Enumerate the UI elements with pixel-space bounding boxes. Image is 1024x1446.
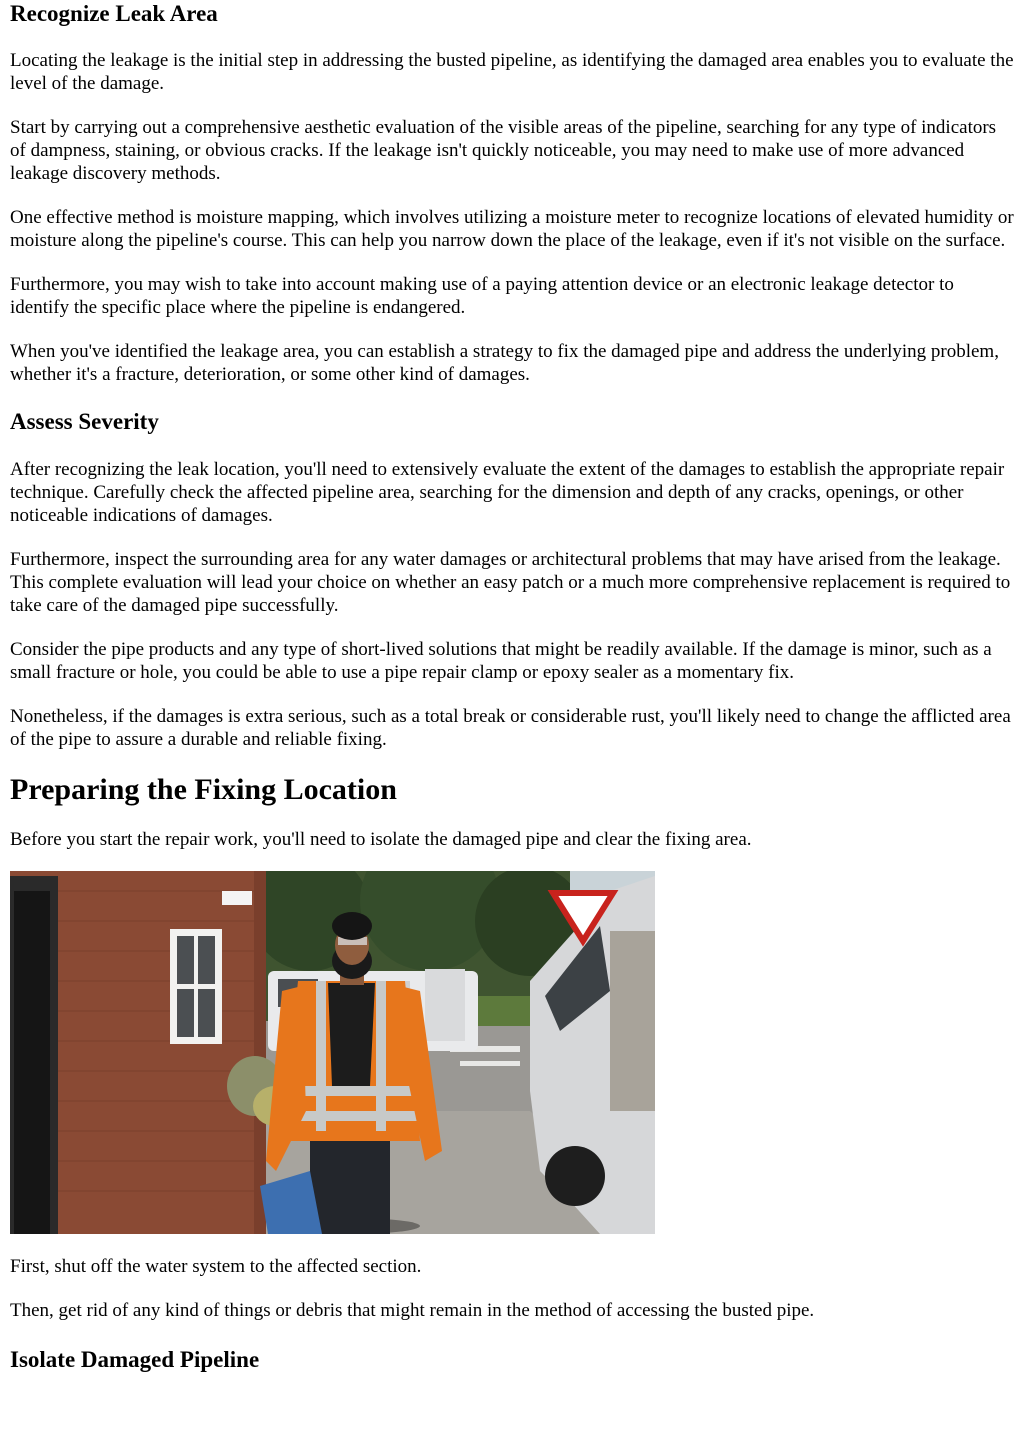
paragraph: Furthermore, inspect the surrounding area for any water damages or architectural problems that may have arised from the leakage. This complete evaluation will lead your choice on whether an easy patch or a much more comprehensive replacement is required to take care of the damaged pipe successfully. (10, 549, 1011, 616)
paragraph: Start by carrying out a comprehensive aesthetic evaluation of the visible areas of the pipeline, searching for any type of indicators of dampness, staining, or obvious cracks. If the leakage isn't quickly noticeable, you may need to make use of more advanced leakage discovery methods. (10, 117, 997, 184)
paragraph: First, shut off the water system to the affected section. (10, 1256, 422, 1277)
worker-turban (332, 912, 372, 940)
paragraph: Consider the pipe products and any type of short-lived solutions that might be readily available. If the damage is minor, such as a small fracture or hole, you could be able to use a pipe repair clamp or epoxy sealer as a momentary fix. (10, 639, 992, 683)
road-marking (460, 1061, 520, 1066)
paragraph: Furthermore, you may wish to take into account making use of a paying attention device or an electronic leakage detector to identify the specific place where the pipeline is endangered. (10, 274, 954, 318)
paragraph: Nonetheless, if the damages is extra serious, such as a total break or considerable rust, you'll likely need to change the afflicted area of the pipe to assure a durable and reliable fixing. (10, 706, 1011, 750)
van-right-cargo (610, 931, 655, 1111)
paragraph: Then, get rid of any kind of things or debris that might remain in the method of accessing the busted pipe. (10, 1300, 815, 1321)
door (14, 891, 50, 1234)
building-edge (254, 871, 266, 1234)
paragraph: One effective method is moisture mapping, which involves utilizing a moisture meter to recognize locations of elevated humidity or moisture along the pipeline's course. This can help you narrow down the place of the leakage, even if it's not visible on the surface. (10, 207, 1014, 251)
paragraph: After recognizing the leak location, you'll need to extensively evaluate the extent of the damages to establish the appropriate repair technique. Carefully check the affected pipeline area, searching for the dimension and depth of any cracks, openings, or other noticeable indications of damages. (10, 459, 1005, 526)
paragraph: When you've identified the leakage area, you can establish a strategy to fix the damaged pipe and address the underlying problem, whether it's a fracture, deterioration, or some other kind of damages. (10, 341, 999, 385)
vest-reflective-stripe (316, 981, 326, 1131)
worker-shirt (328, 983, 375, 1086)
window-pane (198, 989, 215, 1037)
street-sign (222, 891, 252, 905)
vest-reflective-stripe (376, 981, 386, 1131)
heading-isolate-damaged-pipeline: Isolate Damaged Pipeline (10, 1347, 260, 1372)
paragraph: Before you start the repair work, you'll need to isolate the damaged pipe and clear the fixing area. (10, 829, 752, 850)
heading-recognize-leak-area: Recognize Leak Area (10, 1, 218, 26)
window-pane (177, 936, 194, 984)
window-pane (198, 936, 215, 984)
street-worker-photo (10, 871, 655, 1234)
van-door-open (425, 969, 465, 1041)
paragraph: Locating the leakage is the initial step in addressing the busted pipeline, as identifying the damaged area enables you to evaluate the level of the damage. (10, 50, 1014, 94)
van-right-wheel (545, 1146, 605, 1206)
vest-reflective-stripe (286, 1086, 418, 1096)
worker-legs (310, 1131, 390, 1234)
window-pane (177, 989, 194, 1037)
heading-preparing-fixing-location: Preparing the Fixing Location (10, 773, 397, 806)
heading-assess-severity: Assess Severity (10, 409, 159, 434)
